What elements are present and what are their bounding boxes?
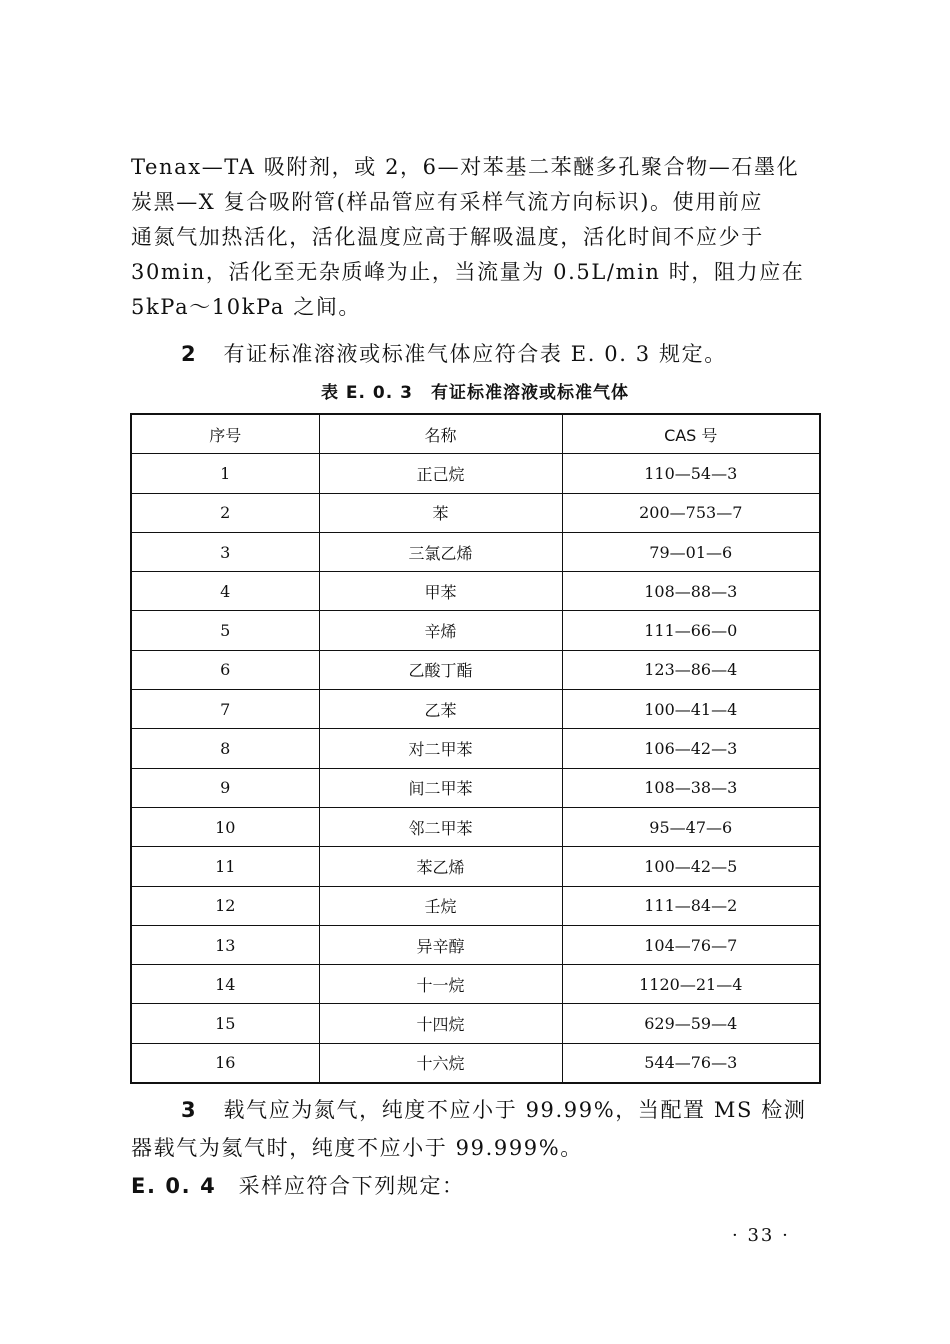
table-header-row bbox=[131, 414, 820, 454]
cell-index: 5 bbox=[131, 611, 319, 650]
cell-name: 三氯乙烯 bbox=[319, 532, 562, 571]
cell-index: 16 bbox=[131, 1043, 319, 1083]
cell-cas: 106—42—3 bbox=[562, 729, 820, 768]
intro-line: Tenax—TA 吸附剂，或 2，6—对苯基二苯醚多孔聚合物—石墨化 bbox=[131, 155, 800, 179]
cell-cas: 629—59—4 bbox=[562, 1004, 820, 1043]
column-header-cas: CAS 号 bbox=[562, 414, 820, 454]
item-text: 有证标准溶液或标准气体应符合表 E. 0. 3 规定。 bbox=[223, 342, 727, 366]
cell-index: 14 bbox=[131, 965, 319, 1004]
table-row bbox=[131, 650, 820, 689]
intro-line: 通氮气加热活化，活化温度应高于解吸温度，活化时间不应少于 bbox=[131, 225, 764, 249]
item-number: 3 bbox=[181, 1098, 198, 1122]
table-caption: 表 E. 0. 3 有证标准溶液或标准气体 bbox=[321, 383, 629, 403]
table-row bbox=[131, 493, 820, 532]
intro-line: 30min，活化至无杂质峰为止，当流量为 0.5L/min 时，阻力应在 bbox=[131, 260, 805, 284]
intro-paragraph bbox=[131, 150, 821, 325]
cell-name: 辛烯 bbox=[319, 611, 562, 650]
cell-name: 异辛醇 bbox=[319, 925, 562, 964]
cell-cas: 111—84—2 bbox=[562, 886, 820, 925]
cell-name: 乙酸丁酯 bbox=[319, 650, 562, 689]
table-row bbox=[131, 925, 820, 964]
cell-name: 乙苯 bbox=[319, 690, 562, 729]
standard-substances-table bbox=[130, 413, 821, 1084]
item-number: 2 bbox=[181, 342, 198, 366]
cell-cas: 79—01—6 bbox=[562, 532, 820, 571]
item-3-line-2 bbox=[131, 1132, 583, 1162]
cell-name: 十四烷 bbox=[319, 1004, 562, 1043]
page-number: · 33 · bbox=[732, 1225, 790, 1246]
item-2 bbox=[181, 338, 727, 368]
cell-name: 苯乙烯 bbox=[319, 847, 562, 886]
table-row bbox=[131, 729, 820, 768]
cell-cas: 95—47—6 bbox=[562, 807, 820, 846]
table-row bbox=[131, 1043, 820, 1083]
cell-index: 15 bbox=[131, 1004, 319, 1043]
cell-name: 苯 bbox=[319, 493, 562, 532]
cell-index: 2 bbox=[131, 493, 319, 532]
table-row bbox=[131, 847, 820, 886]
table-row bbox=[131, 1004, 820, 1043]
cell-cas: 111—66—0 bbox=[562, 611, 820, 650]
cell-index: 8 bbox=[131, 729, 319, 768]
item-text: 器载气为氦气时，纯度不应小于 99.999%。 bbox=[131, 1136, 583, 1160]
cell-index: 3 bbox=[131, 532, 319, 571]
cell-name: 十六烷 bbox=[319, 1043, 562, 1083]
intro-line: 炭黑—X 复合吸附管(样品管应有采样气流方向标识)。使用前应 bbox=[131, 190, 764, 214]
table-row bbox=[131, 768, 820, 807]
cell-index: 7 bbox=[131, 690, 319, 729]
cell-cas: 108—38—3 bbox=[562, 768, 820, 807]
column-header-index: 序号 bbox=[131, 414, 319, 454]
cell-index: 1 bbox=[131, 454, 319, 493]
cell-cas: 100—41—4 bbox=[562, 690, 820, 729]
cell-index: 6 bbox=[131, 650, 319, 689]
section-text: 采样应符合下列规定： bbox=[238, 1174, 465, 1198]
cell-index: 13 bbox=[131, 925, 319, 964]
cell-name: 邻二甲苯 bbox=[319, 807, 562, 846]
table-row bbox=[131, 454, 820, 493]
column-header-name: 名称 bbox=[319, 414, 562, 454]
table-row bbox=[131, 532, 820, 571]
section-number: E. 0. 4 bbox=[131, 1174, 217, 1198]
item-text: 载气应为氮气，纯度不应小于 99.99%，当配置 MS 检测 bbox=[223, 1098, 807, 1122]
cell-cas: 200—753—7 bbox=[562, 493, 820, 532]
table-row bbox=[131, 886, 820, 925]
cell-index: 4 bbox=[131, 572, 319, 611]
cell-cas: 104—76—7 bbox=[562, 925, 820, 964]
cell-cas: 1120—21—4 bbox=[562, 965, 820, 1004]
table-row bbox=[131, 572, 820, 611]
cell-index: 11 bbox=[131, 847, 319, 886]
table-row bbox=[131, 611, 820, 650]
section-e04 bbox=[131, 1170, 465, 1200]
cell-cas: 100—42—5 bbox=[562, 847, 820, 886]
table-row bbox=[131, 690, 820, 729]
cell-name: 十一烷 bbox=[319, 965, 562, 1004]
cell-name: 间二甲苯 bbox=[319, 768, 562, 807]
cell-name: 壬烷 bbox=[319, 886, 562, 925]
cell-name: 正己烷 bbox=[319, 454, 562, 493]
cell-cas: 110—54—3 bbox=[562, 454, 820, 493]
cell-name: 对二甲苯 bbox=[319, 729, 562, 768]
table-row bbox=[131, 807, 820, 846]
intro-line: 5kPa～10kPa 之间。 bbox=[131, 295, 362, 319]
cell-cas: 108—88—3 bbox=[562, 572, 820, 611]
cell-index: 10 bbox=[131, 807, 319, 846]
item-3-line-1 bbox=[181, 1094, 807, 1124]
cell-name: 甲苯 bbox=[319, 572, 562, 611]
cell-cas: 123—86—4 bbox=[562, 650, 820, 689]
cell-index: 12 bbox=[131, 886, 319, 925]
cell-index: 9 bbox=[131, 768, 319, 807]
table-body bbox=[131, 454, 820, 1083]
cell-cas: 544—76—3 bbox=[562, 1043, 820, 1083]
table-row bbox=[131, 965, 820, 1004]
